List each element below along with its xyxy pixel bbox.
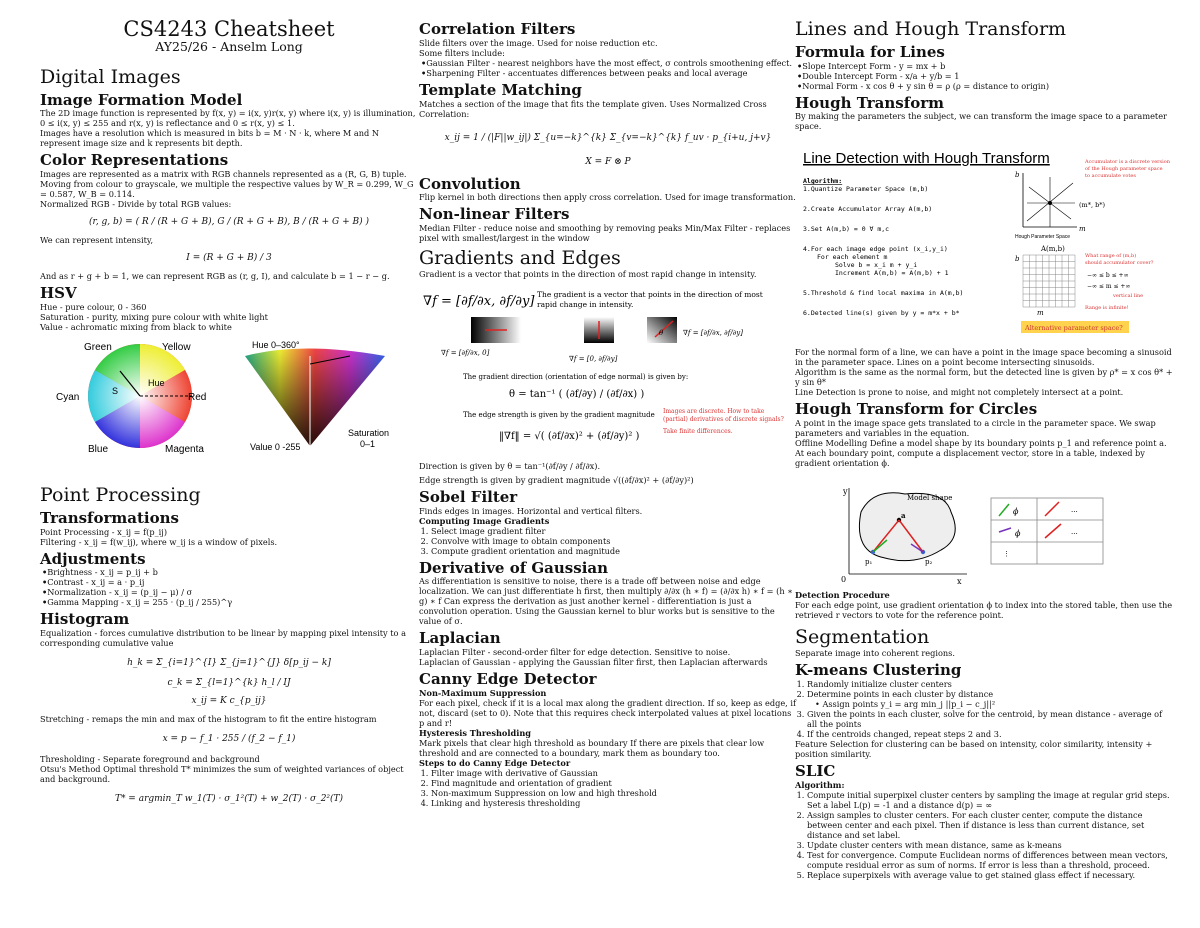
grad-label-y: ∇f = [0, ∂f/∂y]	[569, 354, 618, 363]
gradient-desc-1: The gradient is a vector that points in the direction of most	[537, 289, 763, 299]
hist-otsu: Otsu's Method Optimal threshold T* minimizes the sum of weighted variances of object and background.	[40, 764, 404, 785]
heading-digital-images: Digital Images	[40, 65, 181, 88]
discrete-note: Images are discrete. How to take	[663, 407, 765, 415]
ge-direction: Direction is given by θ = tan⁻¹(∂f/∂y / ∂f/∂x).	[419, 460, 601, 471]
wheel-s-label: S	[112, 385, 119, 396]
det-text-1: For each edge point, use gradient orientation ϕ to index into the stored table, then use the retrieved r vectors to vote for the reference point.	[795, 600, 1173, 621]
list-item: 3. Non-maximum Suppression on low and high threshold	[431, 788, 797, 798]
heading-kmeans: K-means Clustering	[795, 661, 962, 680]
wheel-hue-label: Hue	[148, 377, 165, 388]
model-x-axis: x	[957, 577, 962, 587]
nabla-equation: ∇f = [∂f/∂x, ∂f/∂y]	[423, 293, 535, 309]
heading-correlation-filters: Correlation Filters	[419, 20, 576, 38]
sob-text-1: Finds edges in images. Horizontal and vertical filters.	[419, 505, 643, 516]
seg-text-1: Separate image into coherent regions.	[795, 648, 955, 659]
column-3	[795, 0, 1173, 928]
list-item: 2. Convolve with image to obtain components	[431, 536, 797, 546]
list-item-text: Determine points in each cluster by distance	[807, 688, 994, 699]
tm-equation-2: X = F ⊗ P	[585, 156, 631, 167]
ifm-text-2: Images have a resolution which is measured in bits b = M · N · k, where M and N represent image size and k represents bit depth.	[40, 128, 380, 149]
hough-step-6: 6.Detected line(s) given by y = m*x + b*	[803, 309, 960, 318]
hc-text-2: Offline Modelling Define a model shape by its boundary points p_1 and reference point a. At each boundary point, compute a displacement vector, store in a table, indexed by gradient orientation ϕ.	[795, 438, 1167, 469]
heading-nonlinear: Non-linear Filters	[419, 205, 570, 224]
vertical-note: vertical line	[1113, 293, 1144, 300]
heading-slic: SLIC	[795, 761, 836, 780]
adjustments-list	[40, 567, 418, 607]
heading-laplacian: Laplacian	[419, 629, 501, 648]
wheel-magenta-label: Magenta	[165, 443, 204, 455]
heading-convolution: Convolution	[419, 174, 521, 193]
slic-steps	[795, 790, 1173, 880]
tr-text-1: Point Processing - x_ij = f(p_ij)	[40, 526, 168, 537]
heading-adjustments: Adjustments	[40, 549, 146, 568]
cone-sat-label: Saturation	[348, 427, 390, 438]
wheel-yellow-label: Yellow	[162, 341, 191, 353]
heading-lines-hough: Lines and Hough Transform	[795, 18, 1067, 40]
hough-step-2: 2.Create Accumulator Array A(m,b)	[803, 205, 933, 214]
heading-canny: Canny Edge Detector	[419, 670, 597, 689]
canny-steps-heading: Steps to do Canny Edge Detector	[419, 757, 571, 768]
finite-diff-note: Take finite differences.	[663, 427, 733, 435]
hc-text-1: A point in the image space gets translated to a circle in the parameter space. We swap parameters and variables in the equation.	[795, 418, 1156, 439]
hough-step-3: 3.Set A(m,b) = 0 ∀ m,c	[803, 225, 890, 234]
acc-m-axis: m	[1037, 309, 1044, 318]
heading-sobel: Sobel Filter	[419, 487, 518, 506]
model-shape-diagram	[795, 482, 1173, 586]
list-item: 1. Select image gradient filter	[431, 526, 797, 536]
lap-text-1: Laplacian Filter - second-order filter for edge detection. Sensitive to noise.	[419, 647, 731, 658]
tm-text-1: Matches a section of the image that fits the template given. Uses Normalized Cross Correlation:	[419, 98, 767, 119]
heading-gradients: Gradients and Edges	[419, 247, 621, 269]
cone-hue-label: Hue 0–360°	[252, 339, 300, 350]
range-b: −∞ ≤ b ≤ +∞	[1087, 272, 1129, 280]
cf-text-1: Slide filters over the image. Used for noise reduction etc.	[419, 37, 658, 48]
accumulator-note-1: Accumulator is a discrete version	[1085, 159, 1170, 166]
cone-sat-range: 0–1	[360, 438, 376, 449]
cr-text-1: Images are represented as a matrix with RGB channels represented as a (R, G, B) tuple.	[40, 169, 407, 180]
hough-step-1: 1.Quantize Parameter Space (m,b)	[803, 185, 929, 194]
tm-equation-1: x_ij = 1 / (|F||w_ij|) Σ_{u=−k}^{k} Σ_{v=−k}^{k} f_uv · p_{i+u, j+v}	[444, 132, 772, 143]
model-origin: 0	[841, 575, 847, 585]
hist-equation-3: x_ij = K c_{p_ij}	[191, 696, 267, 707]
table-dots-1: ...	[1071, 506, 1078, 515]
gradient-figure	[419, 287, 797, 453]
ht-text-3: Algorithm is the same as the normal form, but the detected line is given by ρ* = x cos θ* + y sin θ*	[795, 367, 1173, 388]
list-item: • Normalization - x_ij = (p_ij − μ) / σ	[42, 587, 418, 597]
heading-segmentation: Segmentation	[795, 626, 930, 649]
hsv-hue: Hue - pure colour, 0 - 360	[40, 301, 147, 312]
list-item: 2. Assign samples to cluster centers. For each cluster center, compute the distance between center and each pixel. Then if distance is less than current distance, set distance and set label.	[807, 810, 1173, 840]
magnitude-equation: ‖∇f‖ = √( (∂f/∂x)² + (∂f/∂y)² )	[499, 430, 640, 442]
heading-formula-lines: Formula for Lines	[795, 42, 945, 61]
list-item: 3. Given the points in each cluster, solve for the centroid, by mean distance - average of all the points	[807, 709, 1173, 729]
heading-hsv: HSV	[40, 284, 77, 303]
ifm-text-1: The 2D image function is represented by f(x, y) = i(x, y)r(x, y) where i(x, y) is illumination, 0 ≤ i(x, y) ≤ 255 and r(x, y) is reflectance and 0 ≤ r(x, y) ≤ 1.	[40, 108, 416, 129]
heading-hough: Hough Transform	[795, 93, 944, 112]
kmeans-substep-text: Assign points y_i = arg min_j ||p_i − c_j||²	[822, 698, 996, 709]
table-phi-2: ϕ	[1015, 529, 1021, 539]
list-item: • Normal Form - x cos θ + y sin θ = ρ (ρ = distance to origin)	[797, 81, 1173, 91]
discrete-note-2: (partial) derivatives of discrete signals?	[663, 415, 784, 423]
cf-text-2: Some filters include:	[419, 47, 505, 58]
wheel-green-label: Green	[84, 341, 112, 353]
list-item: 1. Compute initial superpixel cluster centers by sampling the image at regular grid steps. Set a label L(p) = -1 and a distance d(p) = ∞	[807, 790, 1173, 810]
direction-text: The gradient direction (orientation of edge normal) is given by:	[463, 372, 689, 381]
range-note-1: What range of (m,b)	[1085, 253, 1137, 260]
hist-equation-5: T* = argmin_T w_1(T) · σ_1²(T) + w_2(T) · σ_2²(T)	[114, 794, 344, 805]
table-vdots: ⋮	[1003, 550, 1010, 559]
nl-text-1: Median Filter - reduce noise and smoothing by removing peaks Min/Max Filter - replaces pixel with smallest/largest in the window	[419, 223, 791, 243]
kmeans-substep: • Assign points y_i = arg min_j ||p_i − c_j||²	[815, 698, 996, 709]
cr-text-5: And as r + g + b = 1, we can represent RGB as (r, g, I), and calculate b = 1 − r − g.	[40, 271, 390, 282]
list-item: • Sharpening Filter - accentuates differences between peaks and local average	[421, 68, 797, 78]
list-item: 1. Filter image with derivative of Gaussian	[431, 768, 797, 778]
kmeans-steps	[795, 679, 1173, 739]
hist-equalization: Equalization - forces cumulative distribution to be linear by mapping pixel intensity to a corresponding cumulative value	[40, 628, 406, 649]
heading-hough-circles: Hough Transform for Circles	[795, 400, 1038, 419]
list-item: 1. Randomly initialize cluster centers	[807, 679, 1173, 689]
hist-equation-2: c_k = Σ_{l=1}^{k} h_l / IJ	[167, 678, 291, 689]
ht-text-2: For the normal form of a line, we can have a point in the image space becoming a sinusoid in the parameter space. Lines on a point become intersecting sinusoids.	[795, 347, 1172, 368]
wheel-red-label: Red	[188, 391, 207, 403]
list-item: • Double Intercept Form - x/a + y/b = 1	[797, 71, 1173, 81]
list-item: • Brightness - x_ij = p_ij + b	[42, 567, 418, 577]
model-a: a	[901, 511, 906, 521]
model-title: Model shape	[907, 494, 953, 503]
heading-image-formation: Image Formation Model	[40, 90, 243, 109]
heading-transformations: Transformations	[40, 508, 179, 527]
accumulator-label: A(m,b)	[1041, 245, 1065, 254]
grad-label-xy: ∇f = [∂f/∂x, ∂f/∂y]	[683, 328, 743, 337]
param-space-label: Hough Parameter Space	[1015, 234, 1071, 241]
list-item: 4. If the centroids changed, repeat steps 2 and 3.	[807, 729, 1173, 739]
list-item: 4. Test for convergence. Compute Euclidean norms of differences between mean vectors, compute residual error as sum of norms. If error is less than a threshold, proceed.	[807, 850, 1173, 870]
heading-color-rep: Color Representations	[40, 151, 229, 170]
param-b-axis: b	[1015, 171, 1020, 180]
theta-equation: θ = tan⁻¹ ( (∂f/∂y) / (∂f/∂x) )	[509, 388, 645, 400]
accumulator-note-3: to accumulate votes	[1085, 173, 1136, 180]
tr-text-2: Filtering - x_ij = f(w_ij), where w_ij is a window of pixels.	[40, 536, 278, 547]
hough-step-5: 5.Threshold & find local maxima in A(m,b)	[803, 289, 964, 298]
hsv-saturation: Saturation - purity, mixing pure colour with white light	[40, 311, 268, 322]
cr-text-4: We can represent intensity,	[40, 235, 154, 246]
list-item: • Slope Intercept Form - y = mx + b	[797, 61, 1173, 71]
list-item: • Gaussian Filter - nearest neighbors have the most effect, σ controls smoothening effect.	[421, 58, 797, 68]
hough-step-4b: For each element m	[817, 253, 888, 262]
ht-text-1: By making the parameters the subject, we can transform the image space to a parameter space.	[795, 111, 1167, 132]
page-title: CS4243 Cheatsheet	[123, 17, 335, 41]
list-item: • Contrast - x_ij = a · p_ij	[42, 577, 418, 587]
hsv-diagram	[40, 336, 418, 468]
strength-text: The edge strength is given by the gradient magnitude	[463, 410, 655, 419]
hough-diagram	[795, 143, 1173, 343]
column-2	[419, 0, 797, 928]
column-1	[40, 0, 418, 928]
gradient-diagram	[419, 287, 797, 453]
alt-space-text: Alternative parameter space?	[1025, 324, 1123, 333]
model-p2: p₂	[925, 558, 933, 567]
gradient-desc-2: rapid change in intensity.	[537, 299, 634, 309]
param-mb-label: (m*, b*)	[1079, 201, 1106, 210]
hsv-value: Value - achromatic mixing from black to white	[40, 321, 232, 332]
heading-point-processing: Point Processing	[40, 483, 201, 506]
color-wheel	[88, 341, 192, 448]
cr-text-2: Moving from colour to grayscale, we multiple the respective values by W_R = 0.299, W_G = 0.587, W_B = 0.114.	[40, 179, 414, 200]
hsv-figure	[40, 336, 418, 468]
model-y-axis: y	[843, 487, 848, 497]
list-item: 3. Compute gradient orientation and magnitude	[431, 546, 797, 556]
canny-hyst-heading: Hysteresis Thresholding	[419, 727, 532, 738]
list-item: 5. Replace superpixels with average value to get stained glass effect if necessary.	[807, 870, 1173, 880]
table-phi-1: ϕ	[1013, 507, 1019, 517]
accumulator-note-2: of the Hough parameter space	[1085, 166, 1163, 173]
param-space-plot	[1023, 173, 1077, 227]
cf-list	[419, 58, 797, 78]
list-item: 3. Update cluster centers with mean distance, same as k-means	[807, 840, 1173, 850]
hough-step-4d: Increment A(m,b) = A(m,b) + 1	[835, 269, 949, 278]
hough-fig-title: Line Detection with Hough Transform	[803, 150, 1050, 168]
formula-lines-list	[795, 61, 1173, 91]
cr-equation-1: (r, g, b) = ( R / (R + G + B), G / (R + G + B), B / (R + G + B) )	[89, 217, 369, 228]
wheel-cyan-label: Cyan	[56, 391, 80, 403]
range-note-2: should accumulator cover?	[1085, 260, 1154, 267]
ge-text-1: Gradient is a vector that points in the direction of most rapid change in intensity.	[419, 268, 757, 279]
dog-text-1: As differentiation is sensitive to noise, there is a trade off between noise and edge localization. We can just differentiate h first, then multiply ∂/∂x (h ∗ f) = (∂/∂x h) ∗ f = (h ∗ g) ∗ f Can express the derivation as just another kernel - differentiation is just a convolution operation. Using the Gaussian kernel to blur works but is sensitive to the value of σ.	[419, 576, 793, 627]
grad-label-x: ∇f = [∂f/∂x, 0]	[441, 348, 490, 357]
heading-template-matching: Template Matching	[419, 80, 582, 99]
list-item	[807, 689, 1173, 709]
detection-heading: Detection Procedure	[795, 590, 890, 601]
cone-value-label: Value 0 -255	[250, 441, 301, 452]
hough-step-4a: 4.For each image edge point (x_i,y_i)	[803, 245, 948, 254]
grad-theta: θ	[659, 328, 664, 337]
slic-algo: Algorithm:	[795, 779, 845, 790]
range-m: −∞ ≤ m ≤ +∞	[1087, 283, 1131, 291]
list-item: 2. Find magnitude and orientation of gradient	[431, 778, 797, 788]
heading-dog: Derivative of Gaussian	[419, 558, 609, 577]
canny-text-2: Mark pixels that clear high threshold as boundary If there are pixels that clear low threshold and are connected to a boundary, mark them as boundary too.	[419, 737, 765, 758]
lap-text-2: Laplacian of Gaussian - applying the Gaussian filter first, then Laplacian afterwards	[419, 657, 768, 668]
wheel-blue-label: Blue	[88, 443, 109, 455]
param-m-axis: m	[1079, 225, 1086, 234]
canny-steps	[419, 768, 797, 808]
canny-nms-heading: Non-Maximum Suppression	[419, 687, 547, 698]
acc-b-axis: b	[1015, 255, 1020, 264]
sobel-steps	[419, 526, 797, 556]
cr-equation-2: I = (R + G + B) / 3	[186, 253, 272, 264]
hough-step-4c: Solve b = x_i m + y_i	[835, 261, 918, 270]
hough-figure	[795, 143, 1173, 343]
table-dots-2: ...	[1071, 528, 1078, 537]
canny-text-1: For each pixel, check if it is a local max along the gradient direction. If so, keep as edge, if not, discard (set to 0). Note that this requires check interpolated values at pixel locations p and r!	[419, 697, 797, 728]
hough-algo: Algorithm:	[803, 177, 843, 186]
model-shape-figure	[795, 482, 1173, 586]
cr-text-3: Normalized RGB - Divide by total RGB values:	[40, 199, 232, 210]
model-p1: p₁	[865, 558, 873, 567]
heading-histogram: Histogram	[40, 610, 130, 629]
list-item: 4. Linking and hysteresis thresholding	[431, 798, 797, 808]
hist-equation-4: x = p − f_1 · 255 / (f_2 − f_1)	[162, 734, 296, 745]
accumulator-grid	[1023, 255, 1075, 307]
hist-stretching: Stretching - remaps the min and max of the histogram to fit the entire histogram	[40, 714, 377, 725]
list-item: • Gamma Mapping - x_ij = 255 · (p_ij / 255)^γ	[42, 597, 418, 607]
hist-thresholding: Thresholding - Separate foreground and background	[40, 754, 260, 765]
ht-text-4: Line Detection is prone to noise, and might not completely intersect at a point.	[795, 387, 1124, 398]
page-subtitle: AY25/26 - Anselm Long	[155, 39, 303, 55]
range-infinite-note: Range is infinite!	[1085, 305, 1129, 312]
conv-text-1: Flip kernel in both directions then apply cross correlation. Used for image transformation.	[419, 192, 796, 203]
sob-text-2: Computing Image Gradients	[419, 515, 550, 526]
hist-equation-1: h_k = Σ_{i=1}^{I} Σ_{j=1}^{J} δ[p_ij − k]	[127, 658, 331, 669]
ge-strength: Edge strength is given by gradient magnitude √((∂f/∂x)² + (∂f/∂y)²)	[419, 474, 694, 485]
km-feature: Feature Selection for clustering can be based on intensity, color similarity, intensity + position similarity.	[795, 738, 1153, 759]
